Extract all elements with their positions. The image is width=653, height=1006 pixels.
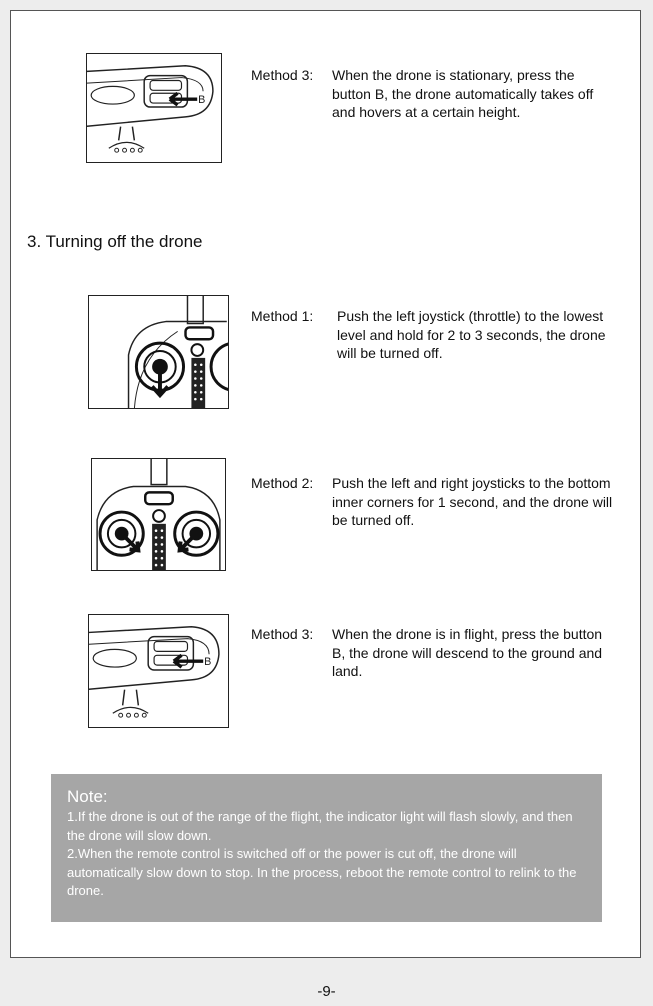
method-description: Push the left joystick (throttle) to the lowest level and hold for 2 to 3 seconds, the drone will be turned off.: [337, 308, 606, 361]
method-label: Method 3:: [251, 67, 314, 83]
svg-text:B: B: [198, 94, 206, 107]
method-label: Method 3:: [251, 626, 314, 642]
method-description: When the drone is stationary, press the button B, the drone automatically takes off and hovers at a certain height.: [332, 67, 594, 120]
note-item: 1.If the drone is out of the range of the flight, the indicator light will flash slowly, and then the drone will slow down.: [67, 809, 573, 843]
method-label: Method 1:: [251, 308, 314, 324]
note-item: 2.When the remote control is switched off or the power is cut off, the drone will automatically slow down to stop. In the process, reboot the remote control to relink to the drone.: [67, 846, 577, 898]
method-label: Method 2:: [251, 475, 314, 491]
section-heading: 3. Turning off the drone: [27, 232, 203, 251]
page-number: -9-: [317, 983, 336, 1000]
note-box: [51, 774, 602, 922]
method-description: When the drone is in flight, press the button B, the drone will descend to the ground and land.: [332, 626, 603, 679]
button-b-landing-illustration: [88, 614, 229, 728]
manual-page: [10, 10, 641, 958]
both-joysticks-inner-corners-illustration: [91, 458, 226, 571]
left-joystick-down-illustration: [88, 295, 229, 409]
button-b-takeoff-illustration: [86, 53, 222, 163]
note-title: Note:: [67, 787, 108, 806]
method-description: Push the left and right joysticks to the bottom inner corners for 1 second, and the drone will be turned off.: [332, 475, 613, 528]
svg-text:B: B: [204, 656, 212, 669]
